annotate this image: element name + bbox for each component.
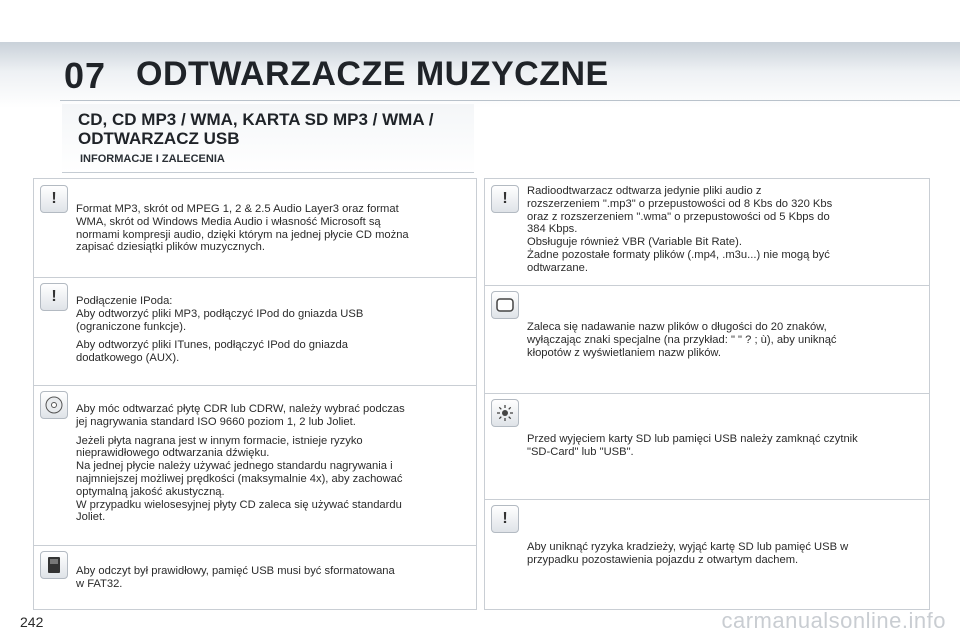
note-paragraph: Format MP3, skrót od MPEG 1, 2 & 2.5 Audio Layer3 oraz format WMA, skrót od Windows Media Audio i własność Microsoft są normami kompresji audio, dzięki którym na jednej płycie CD można zapisać dziesiątki plików muzycznych. [76, 203, 409, 254]
note-paragraph: Zaleca się nadawanie nazw plików o długości do 20 znaków, wyłączając znaki specjalne (na przykład: " " ? ; ù), aby uniknąć kłopotów z wyświetlaniem nazw plików. [527, 321, 837, 359]
exclamation-icon: ! [40, 185, 68, 213]
exclamation-icon: ! [491, 185, 519, 213]
note-paragraph: Aby uniknąć ryzyka kradzieży, wyjąć kartę SD lub pamięć USB w przypadku pozostawienia pojazdu z otwartym dachem. [527, 541, 849, 566]
note-paragraph: Radioodtwarzacz odtwarza jedynie pliki audio z rozszerzeniem ".mp3" o przepustowości od 8 Kbs do 320 Kbs oraz z rozszerzeniem ".wma" o przepustowości od 5 Kbps do 384 Kbps. Obsługuje również VBR (Variable Bit Rate). Żadne pozostałe formaty plików (.mp4, .m3u...) nie mogą być odtwarzane. [527, 185, 833, 274]
section-title: CD, CD MP3 / WMA, KARTA SD MP3 / WMA / ODTWARZACZ USB [78, 110, 434, 148]
note-usb-fat32 [34, 545, 476, 609]
exclamation-icon: ! [40, 283, 68, 311]
page-number: 242 [20, 614, 44, 630]
light-icon [491, 399, 519, 427]
note-paragraph: Podłączenie IPoda: Aby odtworzyć pliki MP3, podłączyć IPod do gniazda USB (ograniczone funkcje). [76, 295, 364, 333]
note-close-reader [485, 393, 929, 500]
note-supported-formats [485, 179, 929, 286]
header-divider [60, 100, 960, 101]
screen-icon [491, 291, 519, 319]
chapter-number: 07 [64, 55, 107, 96]
exclamation-icon: ! [491, 505, 519, 533]
section-subtitle: INFORMACJE I ZALECENIA [80, 153, 225, 165]
note-paragraph: Aby odtworzyć pliki ITunes, podłączyć IPod do gniazda dodatkowego (AUX). [76, 339, 348, 365]
note-paragraph: Przed wyjęciem karty SD lub pamięci USB należy zamknąć czytnik "SD-Card" lub "USB". [527, 433, 858, 458]
note-mp3-wma-formats [34, 179, 476, 278]
note-cdr-cdrw [34, 385, 476, 546]
watermark: carmanualsonline.info [721, 608, 946, 633]
note-paragraph: Jeżeli płyta nagrana jest w innym formacie, istnieje ryzyko nieprawidłowego odtwarzania dźwięku. Na jednej płycie należy używać jednego standardu nagrywania i najmniejszej możliwej prędkości (maksymalnie 4x), aby zachować optymalną jakość akustyczną. W przypadku wielosesyjnej płyty CD zaleca się używać standardu Joliet. [76, 434, 403, 524]
note-paragraph: Aby móc odtwarzać płytę CDR lub CDRW, należy wybrać podczas jej nagrywania standard ISO 9660 poziom 1, 2 lub Joliet. [76, 403, 405, 428]
note-ipod-connection [34, 277, 476, 386]
right-column [484, 178, 930, 610]
note-paragraph: Aby odczyt był prawidłowy, pamięć USB musi być sformatowana w FAT32. [76, 565, 395, 590]
chapter-title: ODTWARZACZE MUZYCZNE [136, 55, 609, 93]
note-file-names [485, 285, 929, 394]
usb-key-icon [40, 551, 68, 579]
left-column [33, 178, 477, 610]
note-theft-risk [485, 499, 929, 609]
disc-icon [40, 391, 68, 419]
